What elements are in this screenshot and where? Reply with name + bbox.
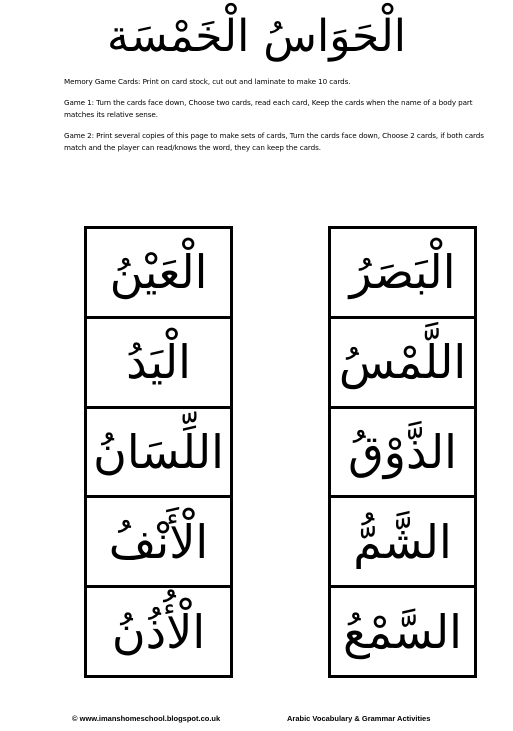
- footer-series-title: Arabic Vocabulary & Grammar Activities: [287, 714, 431, 723]
- card-hand: الْيَدُ: [87, 319, 230, 406]
- instruction-game-2: Game 2: Print several copies of this page to make sets of cards, Turn the cards face down, Choose 2 cards, if both cards match and the player can read/knows the word, they can keep the cards.: [64, 130, 484, 152]
- footer-website: © www.imanshomeschool.blogspot.co.uk: [72, 714, 221, 723]
- instructions: [64, 76, 484, 163]
- sense-cards-column: [328, 226, 477, 678]
- card-sight: الْبَصَرُ: [331, 229, 474, 316]
- page-title: الْحَوَاسُ الْخَمْسَة: [107, 11, 406, 62]
- card-smell: الشَّمُّ: [331, 498, 474, 585]
- instruction-game-1: Game 1: Turn the cards face down, Choose two cards, read each card, Keep the cards when the name of a body part matches its relative sense.: [64, 97, 473, 119]
- card-nose: الْأَنْفُ: [87, 498, 230, 585]
- card-tongue: اللِّسَانُ: [87, 409, 230, 496]
- card-hearing: السَّمْعُ: [331, 588, 474, 675]
- card-eye: الْعَيْنُ: [87, 229, 230, 316]
- card-touch: اللَّمْسُ: [331, 319, 474, 406]
- footer: [0, 714, 513, 728]
- card-taste: الذَّوْقُ: [331, 409, 474, 496]
- body-part-cards-column: [84, 226, 233, 678]
- instruction-memory-cards: Memory Game Cards: Print on card stock, cut out and laminate to make 10 cards.: [64, 77, 351, 86]
- card-ear: الْأُذُنُ: [87, 588, 230, 675]
